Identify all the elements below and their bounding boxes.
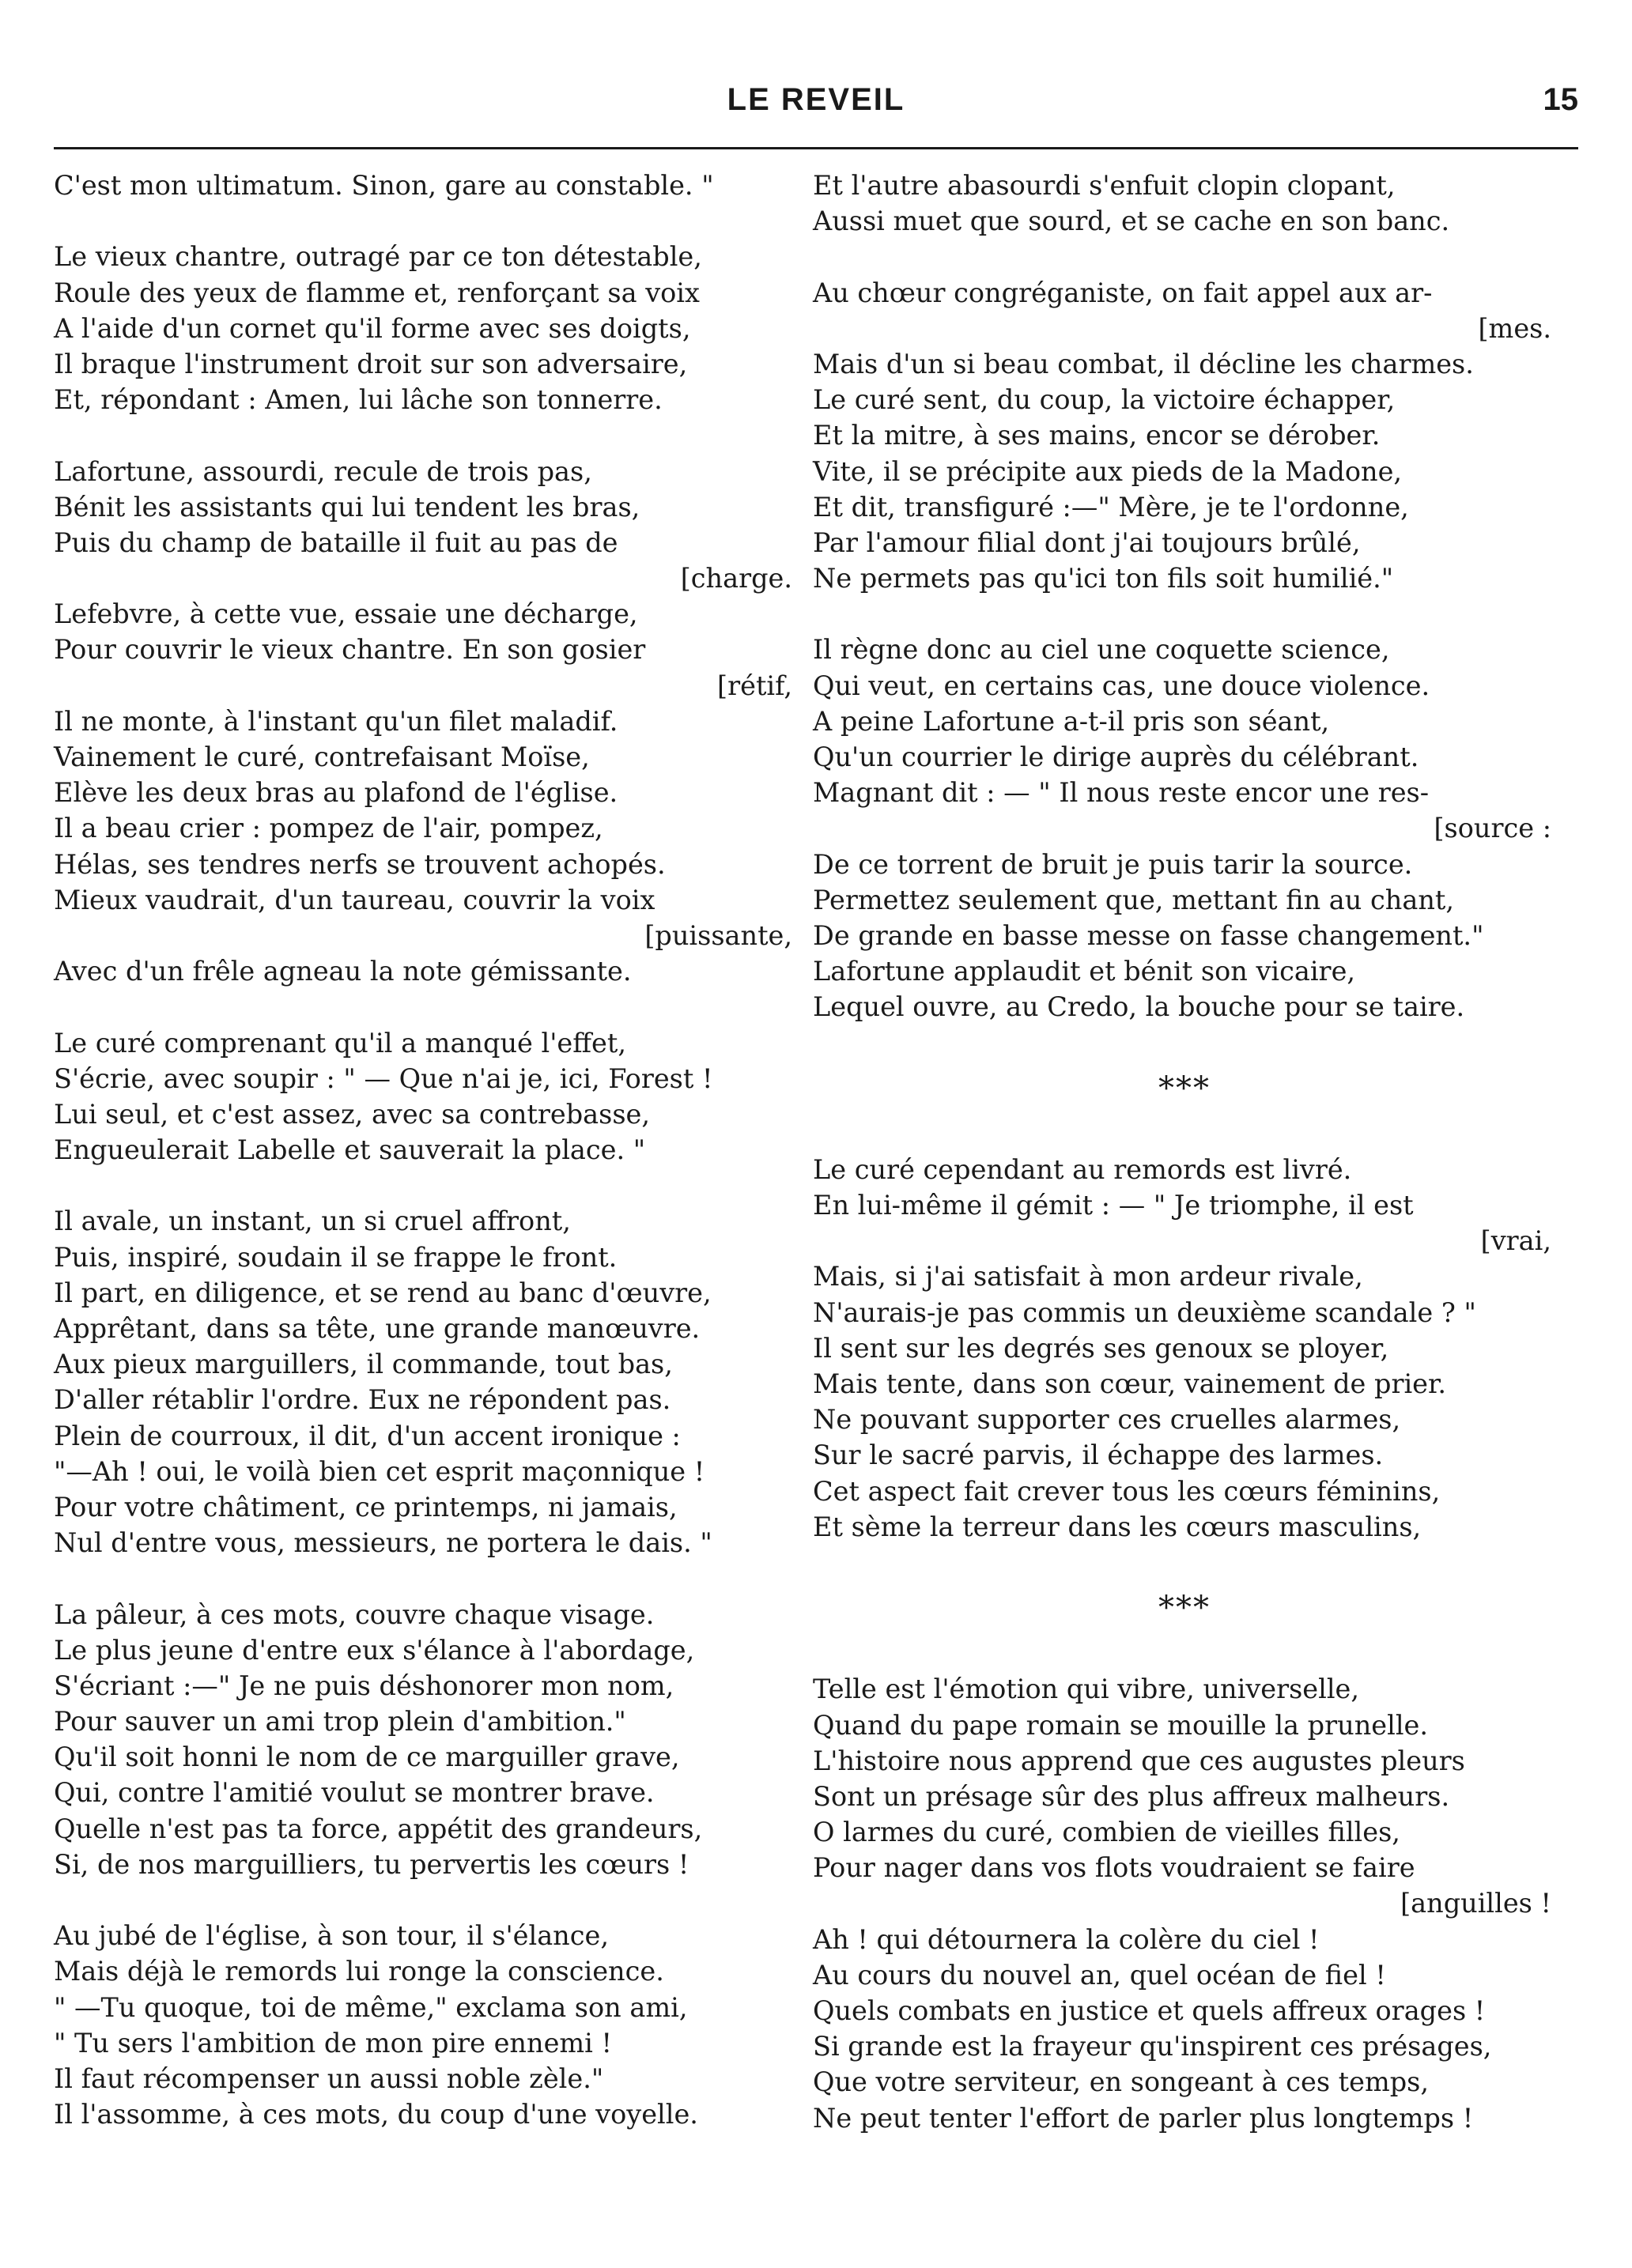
verse-line: L'histoire nous apprend que ces augustes pleurs <box>813 1745 1465 1776</box>
verse-line: Engueulerait Labelle et sauverait la place. " <box>54 1134 646 1166</box>
stanza-gap <box>54 203 797 239</box>
verse-line: S'écriant :—" Je ne puis déshonorer mon nom, <box>54 1670 674 1701</box>
verse-line: Lafortune applaudit et bénit son vicaire, <box>813 956 1356 987</box>
verse-line: Mais tente, dans son cœur, vainement de prier. <box>813 1368 1446 1399</box>
verse-line: Pour nager dans vos flots voudraient se faire <box>813 1852 1415 1884</box>
section-divider-asterism: *** <box>1158 1070 1211 1107</box>
verse-line: Plein de courroux, il dit, d'un accent ironique : <box>54 1420 681 1451</box>
verse-line: De ce torrent de bruit je puis tarir la source. <box>813 848 1413 880</box>
verse-line: O larmes du curé, combien de vieilles filles, <box>813 1817 1400 1848</box>
stanza-gap <box>54 1882 797 1918</box>
verse-line: Cet aspect fait crever tous les cœurs féminins, <box>813 1475 1441 1507</box>
verse-line: Lefebvre, à cette vue, essaie une décharge, <box>54 598 638 630</box>
stanza-gap <box>54 989 797 1025</box>
right-column <box>813 168 1556 2136</box>
verse-line-continuation: [mes. <box>1478 312 1551 344</box>
verse-line: Lui seul, et c'est assez, avec sa contrebasse, <box>54 1098 650 1130</box>
verse-line: D'aller rétablir l'ordre. Eux ne répondent pas. <box>54 1384 671 1416</box>
header-rule <box>54 147 1578 149</box>
verse-line: Mais, si j'ai satisfait à mon ardeur rivale, <box>813 1261 1363 1292</box>
stanza <box>813 168 1556 239</box>
stanza <box>54 1597 797 1883</box>
verse-line: Permettez seulement que, mettant fin au chant, <box>813 884 1455 915</box>
verse-line: Mais d'un si beau combat, il décline les charmes. <box>813 348 1474 379</box>
verse-line: Puis, inspiré, soudain il se frappe le front. <box>54 1241 618 1273</box>
verse-line: Avec d'un frêle agneau la note gémissante. <box>54 956 632 987</box>
verse-line: Sur le sacré parvis, il échappe des larmes. <box>813 1440 1384 1471</box>
verse-line: Le curé cependant au remords est livré. <box>813 1153 1352 1185</box>
verse-line: En lui-même il gémit : — " Je triomphe, il est <box>813 1190 1414 1221</box>
verse-line: Il a beau crier : pompez de l'air, pompez, <box>54 813 603 844</box>
verse-line: Ne permets pas qu'ici ton fils soit humilié." <box>813 563 1394 594</box>
stanza <box>54 168 797 203</box>
verse-line-continuation: [anguilles ! <box>1400 1888 1551 1919</box>
verse-line: Pour couvrir le vieux chantre. En son gosier <box>54 634 646 666</box>
verse-line: Et dit, transfiguré :—" Mère, je te l'ordonne, <box>813 491 1409 523</box>
verse-line: Magnant dit : — " Il nous reste encor une res- <box>813 777 1430 809</box>
verse-line: S'écrie, avec soupir : " — Que n'ai je, ici, Forest ! <box>54 1062 713 1094</box>
verse-line: Que votre serviteur, en songeant à ces temps, <box>813 2066 1430 2098</box>
verse-line: Il braque l'instrument droit sur son adversaire, <box>54 348 688 379</box>
verse-line: Quelle n'est pas ta force, appétit des grandeurs, <box>54 1813 703 1844</box>
stanza-gap <box>813 596 1556 632</box>
verse-line: Apprêtant, dans sa tête, une grande manœuvre. <box>54 1313 701 1344</box>
verse-line: Roule des yeux de flamme et, renforçant sa voix <box>54 277 700 308</box>
verse-line: Ah ! qui détournera la colère du ciel ! <box>813 1923 1320 1955</box>
verse-line: Aux pieux marguillers, il commande, tout bas, <box>54 1349 673 1380</box>
verse-line: Au cours du nouvel an, quel océan de fiel ! <box>813 1959 1386 1991</box>
verse-line: Aussi muet que sourd, et se cache en son banc. <box>813 206 1450 237</box>
verse-line: Telle est l'émotion qui vibre, universelle, <box>813 1674 1360 1705</box>
verse-line: Puis du champ de bataille il fuit au pas de <box>54 526 618 558</box>
stanza-gap <box>813 1025 1556 1061</box>
verse-line: Il part, en diligence, et se rend au banc d'œuvre, <box>54 1277 712 1308</box>
verse-line: Il avale, un instant, un si cruel affront, <box>54 1206 571 1237</box>
running-title: LE REVEIL <box>727 82 905 117</box>
verse-line: N'aurais-je pas commis un deuxième scandale ? " <box>813 1296 1476 1328</box>
left-column <box>54 168 797 2132</box>
verse-line: Ne pouvant supporter ces cruelles alarmes, <box>813 1404 1401 1436</box>
verse-line: Par l'amour filial dont j'ai toujours brûlé, <box>813 526 1361 558</box>
verse-line: Et, répondant : Amen, lui lâche son tonnerre. <box>54 384 663 416</box>
stanza <box>813 1671 1556 2135</box>
verse-line: Au jubé de l'église, à son tour, il s'élance, <box>54 1920 609 1952</box>
stanza <box>54 454 797 990</box>
stanza-gap <box>813 1545 1556 1580</box>
verse-line: Et sème la terreur dans les cœurs masculins, <box>813 1511 1422 1542</box>
stanza <box>54 1025 797 1168</box>
verse-line: Il sent sur les degrés ses genoux se ployer, <box>813 1332 1389 1364</box>
verse-line: Quels combats en justice et quels affreux orages ! <box>813 1995 1486 2026</box>
verse-line: Lafortune, assourdi, recule de trois pas, <box>54 455 592 487</box>
verse-line: Qu'il soit honni le nom de ce marguiller grave, <box>54 1742 680 1773</box>
verse-line: Ne peut tenter l'effort de parler plus longtemps ! <box>813 2102 1474 2134</box>
verse-line: Il règne donc au ciel une coquette science, <box>813 634 1390 666</box>
verse-line: Il l'assomme, à ces mots, du coup d'une voyelle. <box>54 2099 698 2130</box>
stanza-gap <box>54 1560 797 1596</box>
verse-line: Hélas, ses tendres nerfs se trouvent achopés. <box>54 848 666 880</box>
verse-line: Qui, contre l'amitié voulut se montrer brave. <box>54 1777 655 1809</box>
verse-line: Sont un présage sûr des plus affreux malheurs. <box>813 1780 1450 1812</box>
verse-line: "—Ah ! oui, le voilà bien cet esprit maçonnique ! <box>54 1455 705 1487</box>
verse-line: Qu'un courrier le dirige auprès du célébrant. <box>813 742 1419 772</box>
verse-line: Qui veut, en certains cas, une douce violence. <box>813 670 1430 701</box>
stanza-gap <box>813 239 1556 274</box>
stanza <box>54 1918 797 2132</box>
verse-line: Le plus jeune d'entre eux s'élance à l'abordage, <box>54 1634 695 1666</box>
stanza <box>813 632 1556 1025</box>
verse-line: Pour votre châtiment, ce printemps, ni jamais, <box>54 1491 678 1523</box>
verse-line: Lequel ouvre, au Credo, la bouche pour se taire. <box>813 991 1465 1023</box>
verse-line: Vite, il se précipite aux pieds de la Madone, <box>813 455 1403 487</box>
verse-line-continuation: [charge. <box>680 563 792 594</box>
verse-line-continuation: [rétif, <box>717 670 792 701</box>
verse-line: Bénit les assistants qui lui tendent les bras, <box>54 491 640 523</box>
stanza <box>54 1203 797 1560</box>
verse-line: Le curé sent, du coup, la victoire échapper, <box>813 384 1396 416</box>
verse-line: Vainement le curé, contrefaisant Moïse, <box>54 742 590 772</box>
stanza <box>813 275 1556 597</box>
verse-line: Mieux vaudrait, d'un taureau, couvrir la voix <box>54 884 655 915</box>
verse-line-continuation: [vrai, <box>1480 1225 1551 1257</box>
verse-line: A peine Lafortune a-t-il pris son séant, <box>813 705 1330 737</box>
stanza-gap <box>54 417 797 453</box>
verse-line: Elève les deux bras au plafond de l'église. <box>54 777 618 809</box>
verse-line: Le vieux chantre, outragé par ce ton détestable, <box>54 241 702 273</box>
verse-line-continuation: [source : <box>1434 813 1551 844</box>
verse-line-continuation: [puissante, <box>644 919 792 951</box>
verse-line: Le curé comprenant qu'il a manqué l'effet, <box>54 1027 626 1059</box>
stanza-gap <box>813 1636 1556 1671</box>
verse-line: " Tu sers l'ambition de mon pire ennemi ! <box>54 2027 613 2059</box>
stanza-gap <box>54 1168 797 1203</box>
stanza <box>813 1152 1556 1545</box>
verse-line: Il ne monte, à l'instant qu'un filet maladif. <box>54 705 618 737</box>
page-number: 15 <box>1543 82 1578 117</box>
verse-line: C'est mon ultimatum. Sinon, gare au constable. " <box>54 170 714 201</box>
verse-line: Mais déjà le remords lui ronge la conscience. <box>54 1956 664 1987</box>
verse-line: Et l'autre abasourdi s'enfuit clopin clopant, <box>813 170 1396 201</box>
stanza <box>54 239 797 417</box>
verse-line: Quand du pape romain se mouille la prunelle. <box>813 1709 1429 1741</box>
verse-line: Si grande est la frayeur qu'inspirent ces présages, <box>813 2031 1492 2062</box>
verse-line: Nul d'entre vous, messieurs, ne portera le dais. " <box>54 1527 712 1559</box>
verse-line: La pâleur, à ces mots, couvre chaque visage. <box>54 1598 655 1630</box>
verse-line: Et la mitre, à ses mains, encor se dérober. <box>813 420 1381 451</box>
verse-line: Il faut récompenser un aussi noble zèle." <box>54 2062 604 2094</box>
verse-line: " —Tu quoque, toi de même," exclama son ami, <box>54 1991 688 2023</box>
section-divider-asterism: *** <box>1158 1590 1211 1627</box>
stanza-gap <box>813 1116 1556 1152</box>
verse-line: Pour sauver un ami trop plein d'ambition." <box>54 1706 626 1738</box>
verse-line: De grande en basse messe on fasse changement." <box>813 919 1484 951</box>
page-header <box>54 82 1578 130</box>
verse-line: A l'aide d'un cornet qu'il forme avec ses doigts, <box>54 312 691 344</box>
verse-line: Si, de nos marguilliers, tu pervertis les cœurs ! <box>54 1848 689 1880</box>
verse-line: Au chœur congréganiste, on fait appel aux ar- <box>813 277 1433 308</box>
